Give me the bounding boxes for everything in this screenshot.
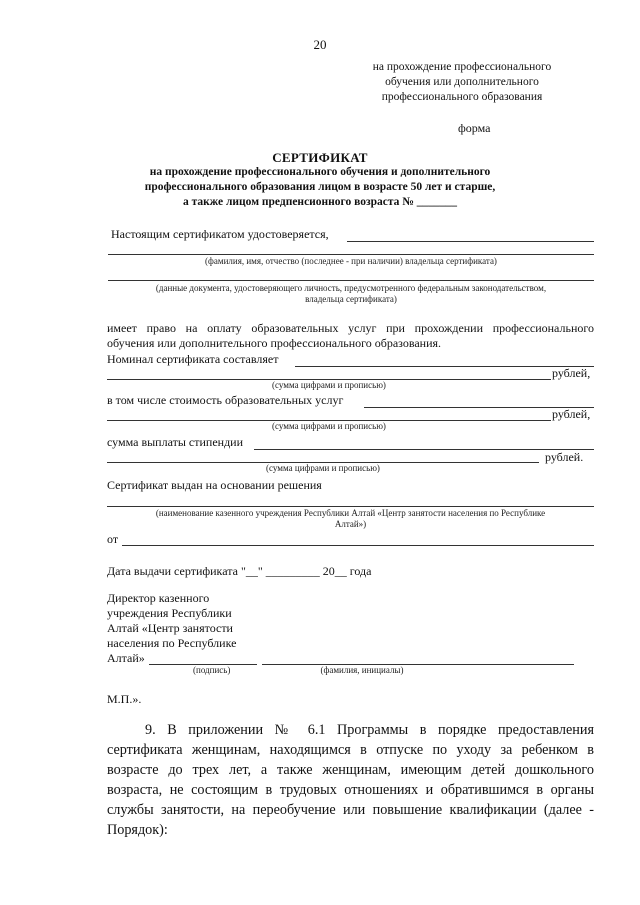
caption-sum-2: (сумма цифрами и прописью) bbox=[272, 421, 386, 431]
caption-fio: (фамилия, имя, отчество (последнее - при наличии) владельца сертификата) bbox=[205, 256, 497, 266]
para9-line-6: Порядок): bbox=[107, 822, 168, 838]
nominal-text: Номинал сертификата составляет bbox=[107, 352, 279, 366]
caption-inst-1: (наименование казенного учреждения Республики Алтай «Центр занятости населения по Республике bbox=[155, 508, 546, 518]
caption-sum-3: (сумма цифрами и прописью) bbox=[266, 463, 380, 473]
para9-line-3: возрасте до трех лет, а также женщинам, имеющим детей дошкольного bbox=[107, 762, 594, 778]
right-text-2: обучения или дополнительного профессионального образования. bbox=[107, 336, 442, 350]
rub-1: рублей, bbox=[552, 366, 591, 380]
incl-text: в том числе стоимость образовательных услуг bbox=[107, 393, 344, 407]
rub-3: рублей. bbox=[545, 450, 584, 464]
from-text: от bbox=[107, 532, 119, 546]
director-line-4: населения по Республике bbox=[107, 636, 237, 650]
subtitle-line-3: а также лицом предпенсионного возраста № _______ bbox=[183, 196, 457, 208]
subtitle-line-1: на прохождение профессионального обучения и дополнительного bbox=[149, 166, 491, 178]
director-line-1: Директор казенного bbox=[107, 591, 210, 605]
para9-line-5: службы занятости, на переобучение или повышение квалификации (далее - bbox=[107, 802, 594, 818]
caption-sum-1: (сумма цифрами и прописью) bbox=[272, 380, 386, 390]
certify-text: Настоящим сертификатом удостоверяется, bbox=[111, 227, 329, 241]
rub-2: рублей, bbox=[552, 407, 591, 421]
director-line-5: Алтай» bbox=[107, 651, 145, 665]
header-line-1: на прохождение профессионального bbox=[372, 61, 552, 73]
issue-date: Дата выдачи сертификата "__" _________ 20__ года bbox=[107, 564, 372, 578]
caption-name: (фамилия, инициалы) bbox=[320, 665, 404, 675]
para9-line-2: сертификата женщинам, находящимся в отпуске по уходу за ребенком в bbox=[107, 742, 594, 758]
caption-signature: (подпись) bbox=[193, 665, 231, 675]
nominal-line bbox=[295, 366, 594, 367]
stipend-line bbox=[254, 449, 594, 450]
page-number: 20 bbox=[313, 37, 327, 52]
director-line-3: Алтай «Центр занятости bbox=[107, 621, 233, 635]
from-line bbox=[122, 545, 594, 546]
director-line-2: учреждения Республики bbox=[107, 606, 232, 620]
seal-mark: М.П.». bbox=[107, 692, 142, 706]
doc-line bbox=[108, 280, 594, 281]
form-label: форма bbox=[458, 121, 491, 135]
stipend-text: сумма выплаты стипендии bbox=[107, 435, 244, 449]
caption-doc-1: (данные документа, удостоверяющего личность, предусмотренного федеральным законодательством, bbox=[155, 283, 547, 293]
header-line-2: обучения или дополнительного bbox=[385, 76, 539, 88]
para9-line-4: возраста, не состоящим в трудовых отношениях и обратившимся в органы bbox=[107, 782, 594, 798]
right-text-1: имеет право на оплату образовательных услуг при прохождении профессионального bbox=[107, 321, 594, 335]
certify-fill-line bbox=[347, 241, 594, 242]
para9-line-1: 9. В приложении № 6.1 Программы в порядке предоставления bbox=[145, 722, 594, 738]
header-line-3: профессионального образования bbox=[381, 91, 543, 103]
institution-line bbox=[107, 506, 594, 507]
subtitle-line-2: профессионального образования лицом в возрасте 50 лет и старше, bbox=[144, 181, 496, 193]
document-title: СЕРТИФИКАТ bbox=[272, 150, 368, 165]
fio-line bbox=[108, 254, 594, 255]
caption-inst-2: Алтай») bbox=[334, 519, 367, 529]
issued-basis-text: Сертификат выдан на основании решения bbox=[107, 478, 322, 492]
caption-doc-2: владельца сертификата) bbox=[305, 294, 397, 304]
